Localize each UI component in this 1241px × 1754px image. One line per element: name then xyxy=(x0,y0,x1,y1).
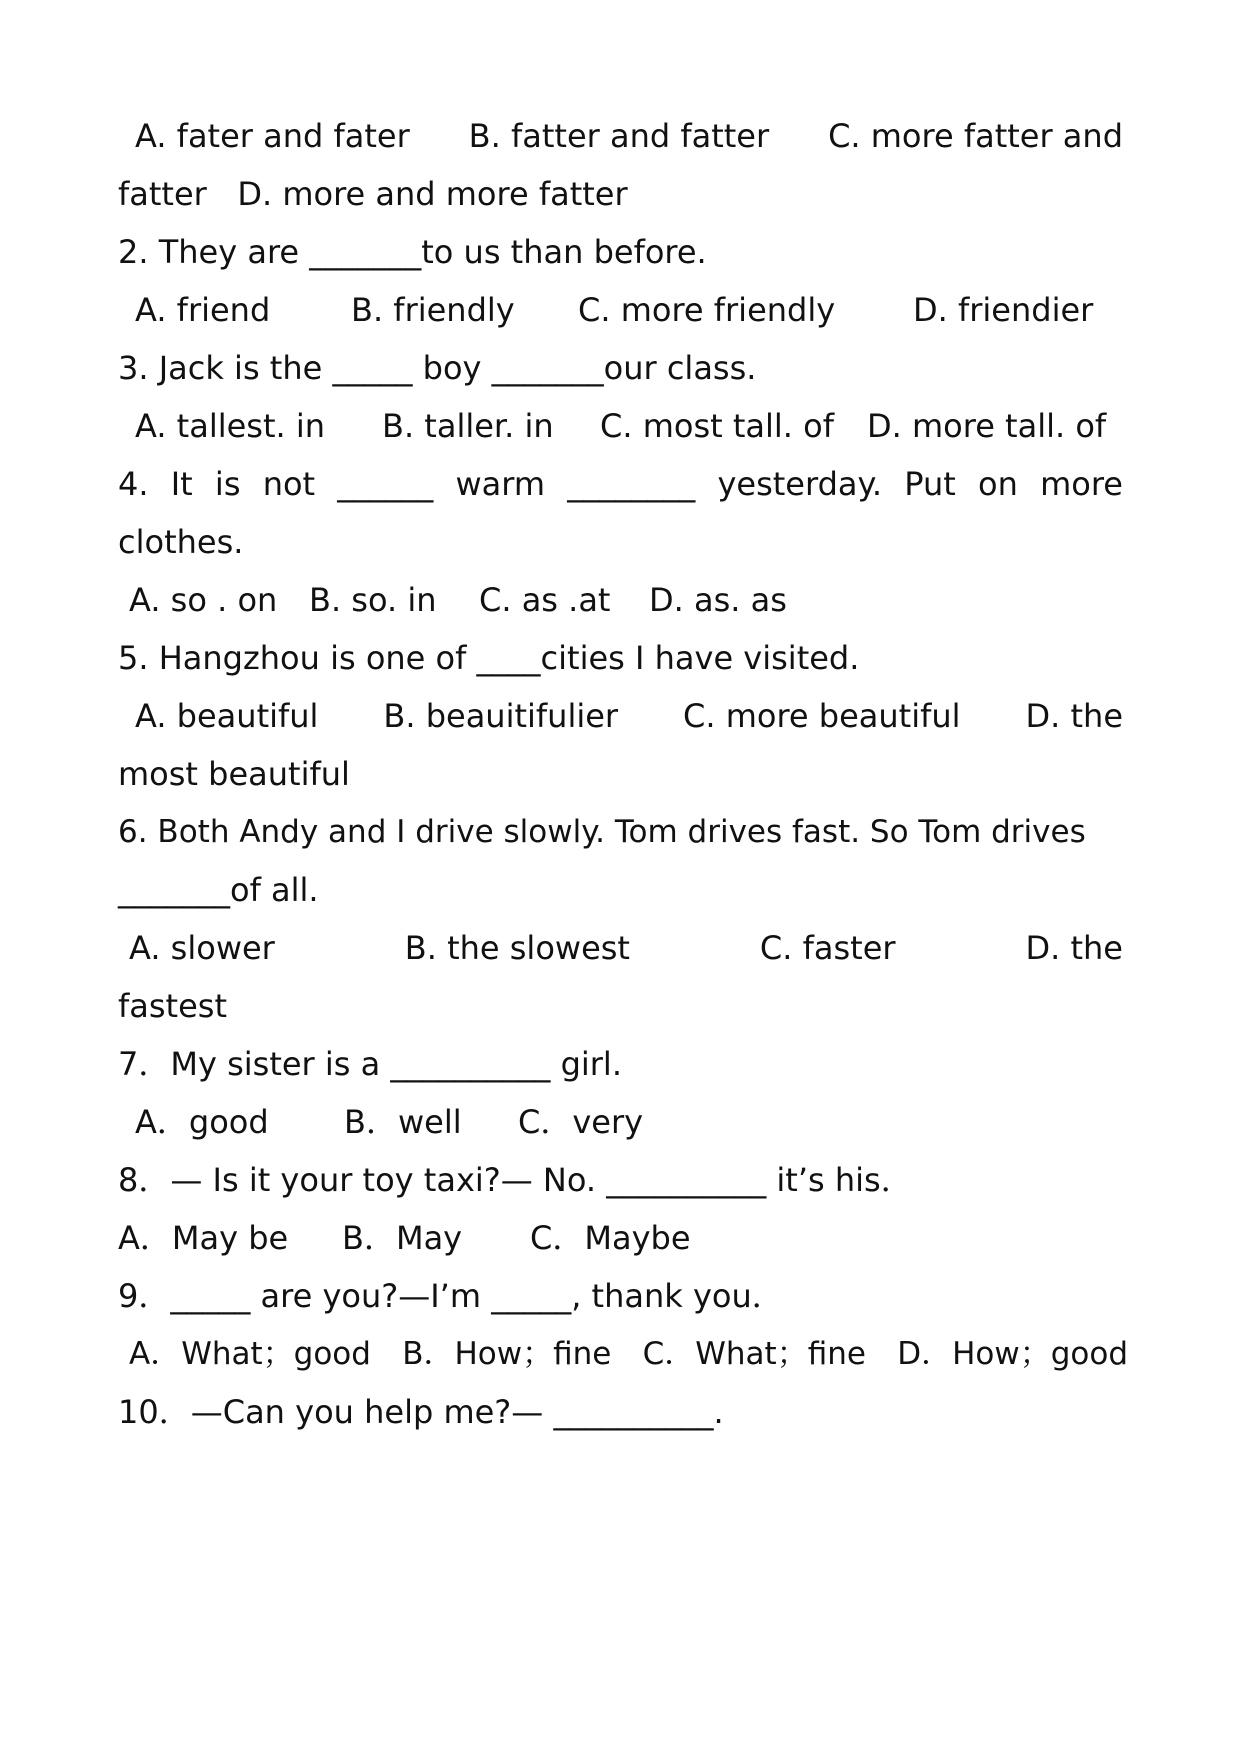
q4-option-c: C. as .at xyxy=(479,581,611,619)
q4-word: yesterday. xyxy=(717,465,883,503)
q4-word: on xyxy=(978,465,1018,503)
q5-options-line1 xyxy=(118,694,1123,738)
q2-option-a: A. friend xyxy=(135,291,271,329)
q6-option-d: D. the xyxy=(1025,929,1123,967)
q4-option-d: D. as. as xyxy=(649,581,787,619)
q4-word: more xyxy=(1040,465,1123,503)
q5-option-d: D. the xyxy=(1025,697,1123,735)
q9-option-a: A．What；good xyxy=(129,1336,371,1372)
q3-option-a: A. tallest. in xyxy=(135,407,326,445)
q5-option-b: B. beauitifulier xyxy=(383,697,619,735)
q4-blank: ______ xyxy=(337,465,434,503)
q7-option-c: C．very xyxy=(518,1103,644,1141)
q9-options xyxy=(118,1332,1128,1376)
q6-options-line1 xyxy=(118,926,1123,970)
q4-word: 4. xyxy=(118,465,149,503)
q9-option-c: C．What；fine xyxy=(642,1336,866,1372)
q5-stem: 5. Hangzhou is one of ____cities I have visited. xyxy=(118,639,860,677)
q10-stem: 10．—Can you help me?— __________. xyxy=(118,1393,724,1431)
q4-word: Put xyxy=(904,465,956,503)
q7-stem: 7．My sister is a __________ girl. xyxy=(118,1045,622,1083)
q1-options-line1 xyxy=(118,114,1123,158)
q4-stem-line2: clothes. xyxy=(118,523,244,561)
q3-option-d: D. more tall. of xyxy=(867,407,1107,445)
q2-option-b: B. friendly xyxy=(351,291,515,329)
q5-option-c: C. more beautiful xyxy=(683,697,961,735)
q1-option-b: B. fatter and fatter xyxy=(468,117,770,155)
q4-word: warm xyxy=(455,465,546,503)
q4-stem-line1 xyxy=(118,462,1123,506)
q8-option-c: C．Maybe xyxy=(530,1219,691,1257)
q7-option-a: A．good xyxy=(135,1103,269,1141)
q3-stem: 3. Jack is the _____ boy _______our class. xyxy=(118,349,757,387)
q8-option-b: B．May xyxy=(342,1219,463,1257)
q3-option-c: C. most tall. of xyxy=(600,407,834,445)
q1-options-line2: fatter D. more and more fatter xyxy=(118,175,628,213)
q3-option-b: B. taller. in xyxy=(382,407,554,445)
q4-option-a: A. so . on xyxy=(129,581,278,619)
q4-option-b: B. so. in xyxy=(309,581,437,619)
q5-options-line2: most beautiful xyxy=(118,755,350,793)
q6-stem-line1: 6. Both Andy and I drive slowly. Tom drives fast. So Tom drives xyxy=(118,814,1086,850)
q8-option-a: A．May be xyxy=(118,1219,289,1257)
q2-option-c: C. more friendly xyxy=(578,291,836,329)
q5-option-a: A. beautiful xyxy=(135,697,319,735)
q8-stem: 8．— Is it your toy taxi?— No. __________ it’s his． xyxy=(118,1161,913,1199)
q7-option-b: B．well xyxy=(344,1103,462,1141)
q6-option-b: B. the slowest xyxy=(404,929,630,967)
q9-option-b: B．How；fine xyxy=(402,1336,612,1372)
q2-stem: 2. They are _______to us than before. xyxy=(118,233,707,271)
q6-options-line2: fastest xyxy=(118,987,227,1025)
q9-stem: 9．_____ are you?—I’m _____, thank you． xyxy=(118,1277,784,1315)
q2-option-d: D. friendier xyxy=(913,291,1094,329)
q1-option-c: C. more fatter and xyxy=(828,117,1123,155)
q6-option-c: C. faster xyxy=(759,929,896,967)
q1-option-a: A. fater and fater xyxy=(135,117,410,155)
q9-option-d: D．How；good xyxy=(897,1336,1128,1372)
q6-stem-line2: _______of all. xyxy=(118,871,319,909)
q4-word: is xyxy=(214,465,241,503)
q6-option-a: A. slower xyxy=(129,929,275,967)
q4-blank: ________ xyxy=(567,465,696,503)
q4-word: not xyxy=(262,465,316,503)
q4-word: It xyxy=(170,465,193,503)
